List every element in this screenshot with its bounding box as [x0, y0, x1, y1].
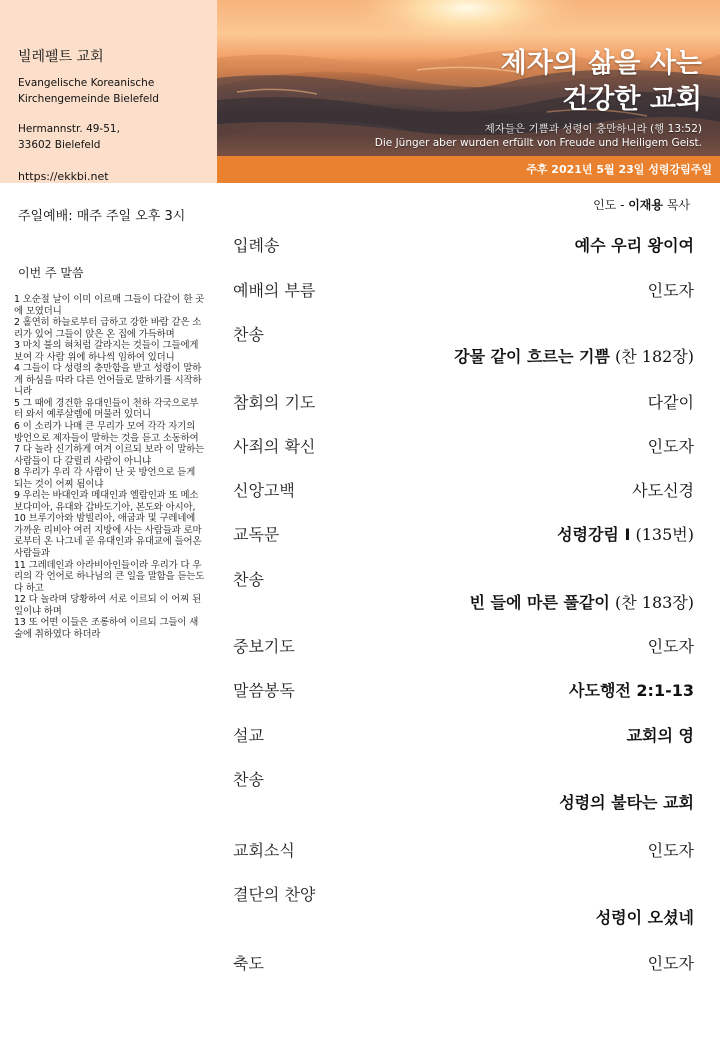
order-value-main: 인도자 [647, 281, 694, 300]
address-line1: Hermannstr. 49-51, [18, 123, 120, 135]
order-label: 입례송 [233, 236, 280, 255]
banner-verse-de: Die Jünger aber wurden erfüllt von Freude und Heiligem Geist. [374, 137, 702, 149]
church-name-de-line1: Evangelische Koreanische [18, 77, 155, 89]
leader-title: 목사 [663, 198, 690, 212]
banner-sunset-image [217, 0, 720, 156]
order-label: 찬송 [233, 770, 264, 789]
verse-item: 13 또 어떤 이들은 조롱하여 이르되 그들이 새 술에 취하였다 하더라 [14, 617, 199, 640]
order-label: 찬송 [233, 325, 264, 344]
address-line2: 33602 Bielefeld [18, 139, 101, 151]
order-value-main: 성령이 오셨네 [595, 908, 694, 927]
verse-item: 10 브루기아와 밤빌리아, 애굽과 및 구레네에 가까운 리비아 여러 지방에 사는 사람들과 로마로부터 온 나그네 곧 유대인과 유대교에 들어온 사람들과 [14, 513, 202, 560]
order-label: 신앙고백 [233, 481, 295, 500]
verse-item: 11 그레데인과 아라비아인들이라 우리가 다 우리의 각 언어로 하나님의 큰 일을 말함을 듣는도다 하고 [14, 559, 205, 594]
order-label: 중보기도 [233, 637, 295, 656]
order-value [648, 434, 694, 457]
order-value-extra: (찬 183장) [609, 593, 694, 612]
order-label: 설교 [233, 726, 264, 745]
order-label: 예배의 부름 [233, 281, 316, 300]
weekly-word-verses [14, 294, 206, 640]
order-label: 말씀봉독 [233, 681, 295, 700]
leader-separator: - [616, 198, 629, 212]
order-value-main: 인도자 [647, 954, 694, 973]
leader-label: 인도 [593, 198, 617, 212]
order-value [648, 634, 694, 657]
order-value [575, 233, 694, 256]
order-label: 교독문 [233, 525, 280, 544]
order-value [632, 478, 694, 501]
order-value [648, 951, 694, 974]
verse-item: 3 마치 불의 혀처럼 갈라지는 것들이 그들에게 보여 각 사람 위에 하나씩 임하여 있더니 [14, 340, 199, 363]
order-label: 사죄의 확신 [233, 437, 316, 456]
banner-verse-ko: 제자들은 기쁨과 성령이 충만하니라 (행 13:52) [484, 123, 702, 135]
service-date-bar: 주후 2021년 5월 23일 성령강림주일 [217, 156, 720, 183]
order-value [470, 590, 694, 613]
order-label: 참회의 기도 [233, 393, 316, 412]
leader-name: 이재용 [628, 198, 663, 212]
order-value [627, 723, 694, 746]
church-name-de-line2: Kirchengemeinde Bielefeld [18, 93, 159, 105]
verse-item: 2 홀연히 하늘로부터 급하고 강한 바람 같은 소리가 있어 그들이 앉은 온 집에 가득하며 [14, 317, 202, 340]
order-value [648, 838, 694, 861]
order-label: 찬송 [233, 570, 264, 589]
order-value [454, 344, 694, 367]
order-value-main: 교회의 영 [626, 726, 694, 745]
order-value-main: 예수 우리 왕이여 [574, 236, 694, 255]
church-name-de [18, 75, 217, 107]
order-label: 결단의 찬양 [233, 885, 316, 904]
order-value-main: 강물 같이 흐르는 기쁨 [454, 347, 610, 366]
church-info-panel [0, 0, 217, 183]
verse-item: 1 오순절 날이 이미 이르매 그들이 다같이 한 곳에 모였더니 [14, 294, 205, 317]
service-time: 주일예배: 매주 주일 오후 3시 [18, 209, 186, 224]
order-value [569, 678, 694, 701]
order-label: 축도 [233, 954, 264, 973]
verse-item: 7 다 놀라 신기하게 여겨 이르되 보라 이 말하는 사람들이 다 갈릴리 사람이 아니냐 [14, 444, 205, 467]
order-value [596, 905, 694, 928]
service-leader [593, 196, 690, 213]
order-value-main: 인도자 [647, 637, 694, 656]
order-value-main: 인도자 [647, 437, 694, 456]
church-website-link[interactable]: https://ekkbi.net [18, 170, 109, 183]
order-value-extra: (찬 182장) [609, 347, 694, 366]
order-value [648, 390, 694, 413]
verse-item: 4 그들이 다 성령의 충만함을 받고 성령이 말하게 하심을 따라 다른 언어들로 말하기를 시작하니라 [14, 363, 202, 398]
order-value-main: 인도자 [647, 841, 694, 860]
order-value-main: 사도신경 [632, 481, 694, 500]
church-name-ko: 빌레펠트 교회 [18, 49, 104, 65]
verse-item: 5 그 때에 경건한 유대인들이 천하 각국으로부터 와서 예루살렘에 머물러 있더니 [14, 397, 199, 421]
banner-title-line1: 제자의 삶을 사는 [500, 48, 702, 79]
verse-item: 6 이 소리가 나매 큰 무리가 모여 각각 자기의 방언으로 제자들이 말하는 것을 듣고 소동하여 [14, 421, 199, 444]
order-value-extra: (135번) [630, 525, 694, 544]
verse-item: 12 다 놀라며 당황하여 서로 이르되 이 어찌 된 일이냐 하며 [14, 594, 202, 617]
verse-item: 9 우리는 바대인과 메대인과 엘람인과 또 메소보다미아, 유대와 갑바도기아, 본도와 아시아, [14, 490, 199, 513]
weekly-word-title: 이번 주 말씀 [18, 266, 84, 280]
order-value-main: 사도행전 2:1-13 [569, 681, 694, 700]
order-value-main: 빈 들에 마른 풀같이 [469, 593, 610, 612]
church-address [18, 121, 217, 153]
banner-title-line2: 건강한 교회 [562, 84, 702, 115]
order-value-main: 다같이 [647, 393, 694, 412]
order-label: 교회소식 [233, 841, 295, 860]
order-value [648, 278, 694, 301]
order-value-main: 성령강림 I [557, 525, 631, 544]
order-value-main: 성령의 불타는 교회 [559, 793, 694, 812]
verse-item: 8 우리가 우리 각 사람이 난 곳 방언으로 듣게 되는 것이 어찌 됨이냐 [14, 467, 196, 490]
banner-title [501, 46, 702, 118]
order-value [557, 522, 694, 545]
order-value [559, 790, 694, 813]
